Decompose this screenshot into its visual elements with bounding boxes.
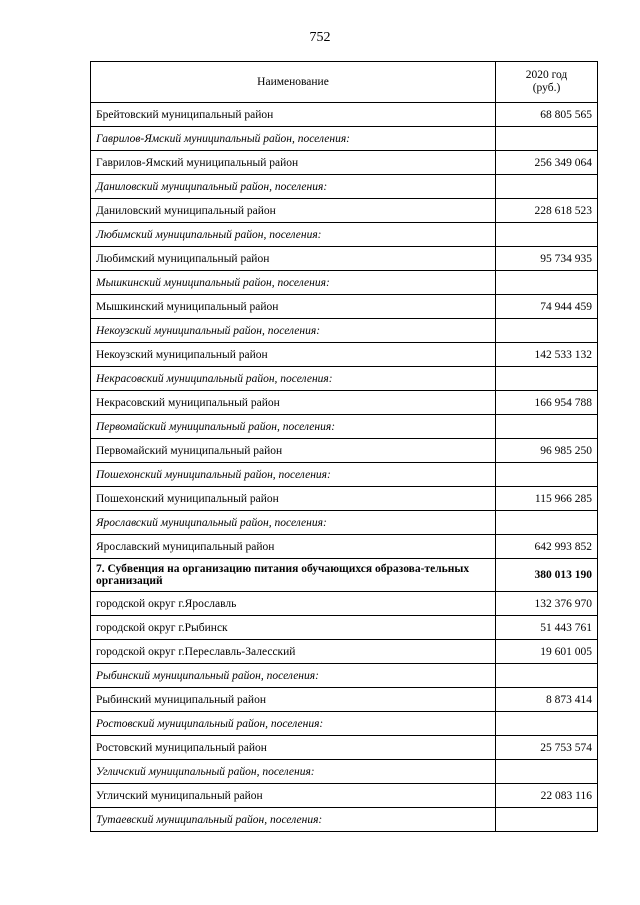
row-name: Пошехонский муниципальный район <box>91 487 496 511</box>
row-value: 115 966 285 <box>496 487 598 511</box>
row-name: Мышкинский муниципальный район <box>91 295 496 319</box>
table-row <box>91 439 598 463</box>
row-value: 19 601 005 <box>496 640 598 664</box>
table-row <box>91 247 598 271</box>
header-unit-label: (руб.) <box>532 82 561 94</box>
table-row <box>91 760 598 784</box>
table-row <box>91 175 598 199</box>
row-value <box>496 223 598 247</box>
row-name: Первомайский муниципальный район <box>91 439 496 463</box>
table-row <box>91 271 598 295</box>
row-value: 642 993 852 <box>496 535 598 559</box>
row-value: 22 083 116 <box>496 784 598 808</box>
row-value: 96 985 250 <box>496 439 598 463</box>
table-row <box>91 343 598 367</box>
row-name: Угличский муниципальный район <box>91 784 496 808</box>
row-value: 256 349 064 <box>496 151 598 175</box>
table-row <box>91 199 598 223</box>
row-value <box>496 367 598 391</box>
row-value: 142 533 132 <box>496 343 598 367</box>
row-value: 68 805 565 <box>496 103 598 127</box>
row-value: 51 443 761 <box>496 616 598 640</box>
row-value <box>496 463 598 487</box>
row-value <box>496 127 598 151</box>
table-row <box>91 223 598 247</box>
table-row <box>91 103 598 127</box>
table-row <box>91 151 598 175</box>
table-row <box>91 808 598 832</box>
row-name: Любимский муниципальный район, поселения: <box>91 223 496 247</box>
row-name: городской округ г.Ярославль <box>91 592 496 616</box>
table-row <box>91 367 598 391</box>
table-row <box>91 295 598 319</box>
row-name: Ростовский муниципальный район <box>91 736 496 760</box>
budget-table <box>90 61 598 832</box>
row-name: Брейтовский муниципальный район <box>91 103 496 127</box>
row-name: Гаврилов-Ямский муниципальный район <box>91 151 496 175</box>
table-row <box>91 664 598 688</box>
table-row <box>91 712 598 736</box>
row-value: 8 873 414 <box>496 688 598 712</box>
row-value <box>496 271 598 295</box>
table-row <box>91 736 598 760</box>
row-name: Ярославский муниципальный район <box>91 535 496 559</box>
table-row <box>91 511 598 535</box>
table-row <box>91 415 598 439</box>
row-name: городской округ г.Переславль-Залесский <box>91 640 496 664</box>
row-value: 132 376 970 <box>496 592 598 616</box>
header-year <box>496 62 598 103</box>
row-name: городской округ г.Рыбинск <box>91 616 496 640</box>
row-value: 95 734 935 <box>496 247 598 271</box>
row-name: Даниловский муниципальный район <box>91 199 496 223</box>
row-value <box>496 712 598 736</box>
row-value <box>496 415 598 439</box>
row-value <box>496 175 598 199</box>
table-row <box>91 688 598 712</box>
table-row <box>91 784 598 808</box>
table-row <box>91 640 598 664</box>
table-row <box>91 391 598 415</box>
table-row <box>91 487 598 511</box>
table-row <box>91 463 598 487</box>
row-name: Ярославский муниципальный район, поселения: <box>91 511 496 535</box>
row-name: Угличский муниципальный район, поселения: <box>91 760 496 784</box>
table-row <box>91 616 598 640</box>
row-value: 228 618 523 <box>496 199 598 223</box>
row-name: Некрасовский муниципальный район <box>91 391 496 415</box>
row-value <box>496 760 598 784</box>
row-value <box>496 664 598 688</box>
table-row <box>91 535 598 559</box>
header-year-label: 2020 год <box>525 69 568 81</box>
row-value <box>496 511 598 535</box>
row-name: Тутаевский муниципальный район, поселения: <box>91 808 496 832</box>
row-name: Мышкинский муниципальный район, поселения: <box>91 271 496 295</box>
row-name: Рыбинский муниципальный район, поселения: <box>91 664 496 688</box>
row-value <box>496 808 598 832</box>
row-name: Первомайский муниципальный район, поселения: <box>91 415 496 439</box>
table-header-row <box>91 62 598 103</box>
table-row <box>91 319 598 343</box>
row-name: Некоузский муниципальный район <box>91 343 496 367</box>
row-value <box>496 319 598 343</box>
row-name: Любимский муниципальный район <box>91 247 496 271</box>
page-number: 752 <box>309 30 331 45</box>
table-row <box>91 559 598 592</box>
row-name: Даниловский муниципальный район, поселения: <box>91 175 496 199</box>
row-value: 166 954 788 <box>496 391 598 415</box>
row-value: 25 753 574 <box>496 736 598 760</box>
header-name: Наименование <box>91 62 496 103</box>
table-row <box>91 127 598 151</box>
row-name: Некрасовский муниципальный район, поселения: <box>91 367 496 391</box>
table-row <box>91 592 598 616</box>
row-name: Некоузский муниципальный район, поселения: <box>91 319 496 343</box>
row-value: 74 944 459 <box>496 295 598 319</box>
row-value: 380 013 190 <box>496 559 598 592</box>
row-name: Ростовский муниципальный район, поселения: <box>91 712 496 736</box>
table-body <box>91 103 598 832</box>
row-name: Рыбинский муниципальный район <box>91 688 496 712</box>
row-name: Пошехонский муниципальный район, поселения: <box>91 463 496 487</box>
row-name: Гаврилов-Ямский муниципальный район, поселения: <box>91 127 496 151</box>
row-name: 7. Субвенция на организацию питания обучающихся образова-тельных организаций <box>91 559 496 592</box>
